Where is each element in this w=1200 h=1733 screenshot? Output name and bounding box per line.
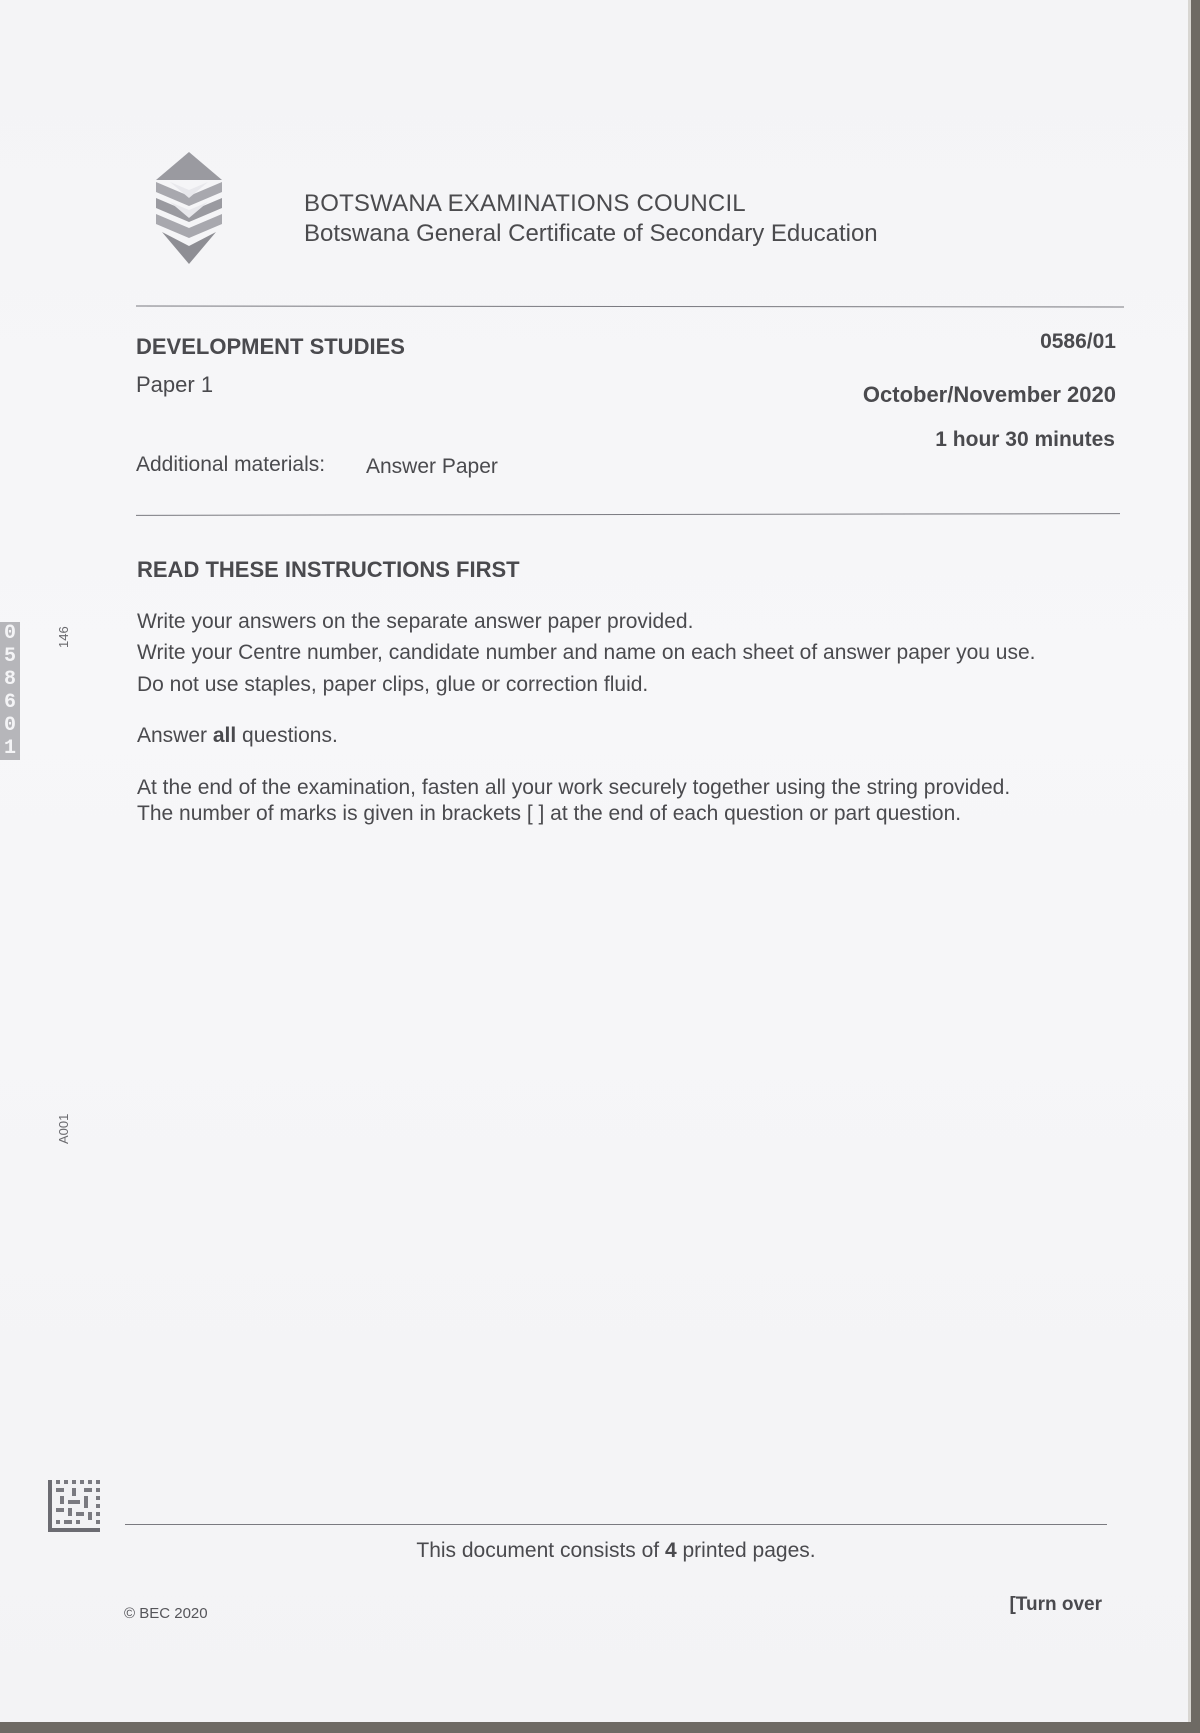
page-count-note [0,1539,1200,1563]
strip-digit: 6 [3,691,16,714]
subject-title: DEVELOPMENT STUDIES [136,334,405,359]
margin-code-strip [0,622,20,760]
page-count-suffix: printed pages. [676,1539,816,1562]
instruction-line-marks: The number of marks is given in brackets [ ] at the end of each question or part question. [137,802,962,825]
details-divider [136,513,1120,516]
instruction-line-answer-paper: Write your answers on the separate answer paper provided. [137,610,694,633]
exam-duration: 1 hour 30 minutes [935,428,1115,451]
page-count-number: 4 [664,1539,677,1562]
page-count-prefix: This document consists of [416,1539,665,1562]
additional-materials-value: Answer Paper [366,455,498,478]
copyright-notice: © BEC 2020 [124,1605,208,1622]
instruction-line-fasten-work: At the end of the examination, fasten all your work securely together using the string provided. [137,776,1011,799]
strip-digit: 0 [3,714,16,737]
organization-name: BOTSWANA EXAMINATIONS COUNCIL [304,190,746,217]
footer-divider [125,1524,1107,1525]
instruction-line-answer-all [137,724,338,748]
paper-number: Paper 1 [136,372,214,397]
answer-all-emphasis: all [212,724,237,747]
margin-code-vertical: A001 [56,1113,71,1144]
strip-digit: 1 [3,737,16,760]
header-divider [136,305,1124,307]
bec-logo-icon [150,152,228,264]
turn-over-note: [Turn over [1009,1594,1102,1615]
strip-digit: 5 [3,645,16,668]
answer-suffix: questions. [236,724,338,747]
instruction-line-no-staples: Do not use staples, paper clips, glue or correction fluid. [137,673,649,696]
exam-session: October/November 2020 [862,382,1116,407]
instructions-heading: READ THESE INSTRUCTIONS FIRST [137,557,520,582]
margin-number-vertical: 146 [56,626,71,648]
strip-digit: 8 [3,668,16,691]
answer-prefix: Answer [137,724,213,747]
strip-digit: 0 [3,622,16,645]
paper-code: 0586/01 [1040,330,1116,353]
additional-materials-label: Additional materials: [136,453,326,476]
instruction-line-candidate-details: Write your Centre number, candidate number and name on each sheet of answer paper you use. [137,641,1036,664]
organization-subtitle: Botswana General Certificate of Secondary Education [304,220,878,247]
data-matrix-code-icon [48,1480,100,1532]
